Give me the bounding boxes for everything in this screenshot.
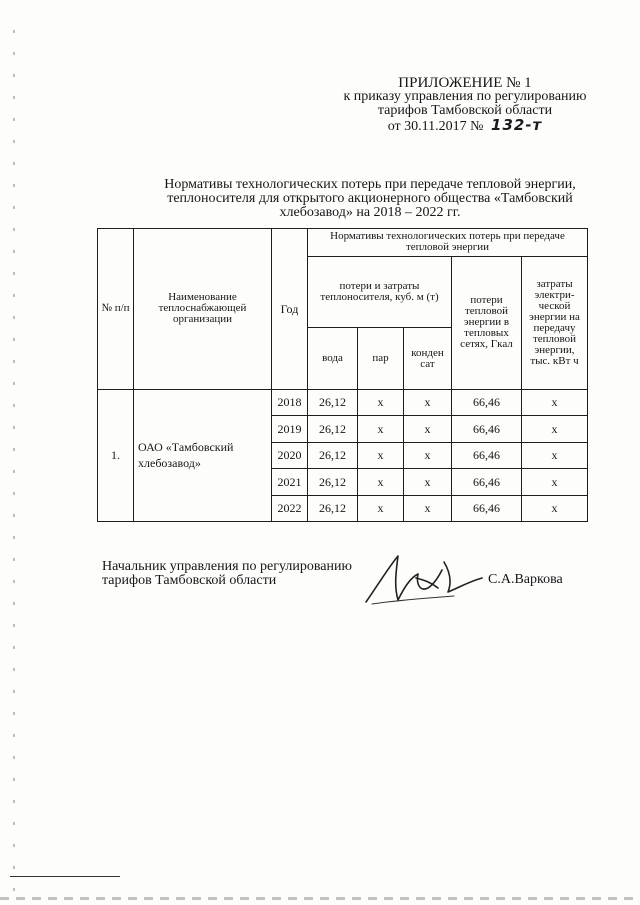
header-norms-group: Нормативы технологических потерь при передаче тепловой энергии — [308, 229, 588, 257]
cell-heat: 66,46 — [452, 389, 522, 415]
scan-edge-marks — [13, 30, 15, 900]
cell-condensate: х — [404, 442, 452, 468]
position-line-1: Начальник управления по регулированию — [102, 559, 352, 574]
cell-condensate: х — [404, 469, 452, 495]
header-carrier-group: потери и затраты теплоносителя, куб. м (т) — [308, 256, 452, 328]
order-date: от 30.11.2017 № — [387, 119, 484, 134]
header-org: Наименование теплоснабжающей организации — [134, 229, 272, 390]
appendix-header — [330, 76, 600, 134]
title-line-3: хлебозавод» на 2018 – 2022 гг. — [279, 205, 461, 220]
cell-electricity: х — [522, 469, 588, 495]
cell-year: 2021 — [272, 469, 308, 495]
header-heat-losses: потери тепловой энергии в тепловых сетях, Гкал — [452, 256, 522, 389]
signer-name: С.А.Варкова — [488, 572, 563, 587]
footer-rule — [10, 876, 120, 877]
header-condensate: конден сат — [404, 328, 452, 389]
cell-year: 2022 — [272, 495, 308, 521]
appendix-line-2: тарифов Тамбовской области — [377, 103, 553, 118]
cell-steam: х — [358, 442, 404, 468]
cell-water: 26,12 — [308, 495, 358, 521]
handwritten-signature — [358, 548, 488, 608]
position-line-2: тарифов Тамбовской области — [102, 573, 277, 588]
cell-year: 2019 — [272, 416, 308, 442]
cell-heat: 66,46 — [452, 442, 522, 468]
cell-steam: х — [358, 469, 404, 495]
header-num: № п/п — [98, 229, 134, 390]
cell-steam: х — [358, 389, 404, 415]
title-line-2: теплоносителя для открытого акционерного общества «Тамбовский — [167, 191, 573, 206]
cell-condensate: х — [404, 389, 452, 415]
appendix-line-1: к приказу управления по регулированию — [343, 89, 587, 104]
cell-condensate: х — [404, 495, 452, 521]
org-number: 1. — [98, 389, 134, 521]
norms-table — [97, 228, 588, 522]
cell-electricity: х — [522, 495, 588, 521]
cell-water: 26,12 — [308, 416, 358, 442]
appendix-title: ПРИЛОЖЕНИЕ № 1 — [398, 75, 532, 91]
cell-electricity: х — [522, 416, 588, 442]
table-row — [98, 389, 588, 415]
header-year: Год — [272, 229, 308, 390]
header-steam: пар — [358, 328, 404, 389]
cell-electricity: х — [522, 389, 588, 415]
cell-heat: 66,46 — [452, 495, 522, 521]
cell-water: 26,12 — [308, 469, 358, 495]
appendix-order-line — [330, 118, 600, 134]
title-line-1: Нормативы технологических потерь при передаче тепловой энергии, — [164, 177, 576, 192]
header-water: вода — [308, 328, 358, 389]
document-title — [140, 178, 600, 220]
cell-heat: 66,46 — [452, 469, 522, 495]
cell-condensate: х — [404, 416, 452, 442]
cell-steam: х — [358, 416, 404, 442]
org-name: ОАО «Тамбовский хлебозавод» — [134, 389, 272, 521]
signatory-position — [102, 560, 352, 588]
cell-year: 2018 — [272, 389, 308, 415]
cell-water: 26,12 — [308, 442, 358, 468]
scan-bottom-edge — [0, 897, 640, 900]
header-electricity: затраты электри-ческой энергии на передачу тепловой энергии, тыс. кВт ч — [522, 256, 588, 389]
cell-year: 2020 — [272, 442, 308, 468]
cell-heat: 66,46 — [452, 416, 522, 442]
cell-electricity: х — [522, 442, 588, 468]
cell-water: 26,12 — [308, 389, 358, 415]
order-number-handwritten: 132-т — [491, 116, 543, 134]
cell-steam: х — [358, 495, 404, 521]
